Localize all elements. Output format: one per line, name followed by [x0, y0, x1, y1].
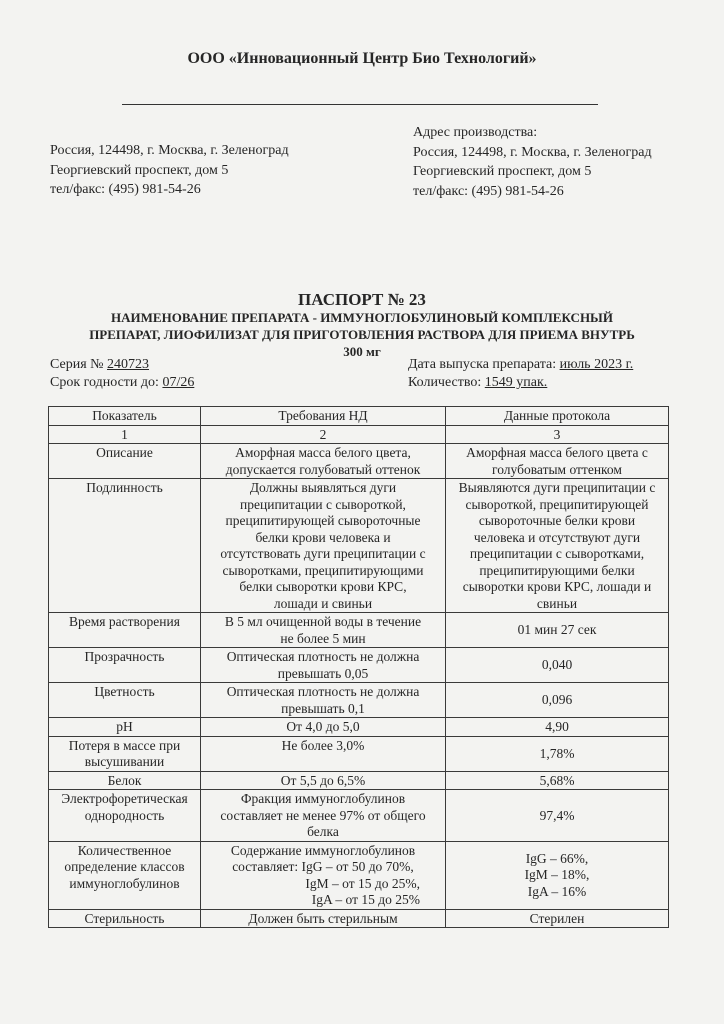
cell-line: Цветность — [94, 684, 155, 699]
result-cell — [446, 841, 669, 909]
passport-title: ПАСПОРТ № 23 — [298, 290, 426, 309]
cell-line: 01 мин 27 сек — [517, 622, 597, 638]
cell-line: Стерилен — [529, 910, 585, 926]
drug-dose: 300 мг — [343, 344, 381, 359]
requirement-cell — [201, 479, 446, 613]
cell-line: IgG – 66%, — [525, 850, 589, 866]
cell-line: Электрофоретическая — [61, 791, 188, 806]
table-row — [49, 648, 669, 683]
production-address-line: Георгиевский проспект, дом 5 — [413, 164, 592, 179]
column-number: 3 — [446, 425, 669, 444]
cell-line: Оптическая плотность не должна — [226, 684, 420, 699]
cell-line: преципитации с сыворотками, — [469, 546, 645, 561]
drug-name-line: ПРЕПАРАТ, ЛИОФИЛИЗАТ ДЛЯ ПРИГОТОВЛЕНИЯ РАСТВОРА ДЛЯ ПРИЕМА ВНУТРЬ — [89, 327, 635, 342]
cell-line: составляет не менее 97% от общего — [220, 807, 426, 823]
cell-line: не более 5 мин — [280, 630, 366, 646]
company-name: ООО «Инновационный Центр Био Технологий» — [187, 50, 537, 67]
cell-line: превышать 0,1 — [281, 700, 365, 716]
release-date-label: Дата выпуска препарата: — [408, 357, 560, 372]
table-row — [49, 683, 669, 718]
quantity-field — [408, 374, 633, 392]
column-header: Требования НД — [201, 407, 446, 426]
cell-line: сыворотками, преципитирующими — [222, 562, 424, 578]
table-row — [49, 444, 669, 479]
column-header: Показатель — [49, 407, 201, 426]
cell-line: От 5,5 до 6,5% — [280, 772, 366, 788]
table-number-row — [49, 425, 669, 444]
cell-line: IgA – от 15 до 25% — [311, 892, 420, 907]
production-address-phone: тел/факс: (495) 981-54-26 — [413, 183, 564, 199]
table-row — [49, 841, 669, 909]
cell-line: Стерильность — [84, 910, 165, 926]
cell-line: определение классов — [64, 859, 185, 874]
cell-line: От 4,0 до 5,0 — [286, 719, 360, 734]
cell-line: белки крови человека и — [255, 529, 391, 545]
cell-line: pH — [116, 719, 133, 734]
cell-line: 5,68% — [539, 772, 575, 788]
result-cell — [446, 771, 669, 790]
result-cell — [446, 613, 669, 648]
indicator-cell — [49, 444, 201, 479]
cell-line: Не более 3,0% — [281, 737, 365, 753]
legal-address-phone: тел/факс: (495) 981-54-26 — [50, 182, 201, 197]
cell-line: сывороточные белки крови — [478, 513, 636, 528]
cell-line: сыворотки крови КРС, лошади и — [462, 579, 652, 594]
quantity-value: 1549 упак. — [484, 375, 548, 390]
cell-line: лошади и свиньи — [273, 595, 373, 611]
indicator-cell — [49, 683, 201, 718]
legal-address — [50, 141, 289, 200]
cell-line: Фракция иммуноглобулинов — [240, 791, 406, 806]
cell-line: IgM – от 15 до 25%, — [305, 875, 420, 891]
cell-line: Прозрачность — [84, 649, 165, 664]
result-cell — [446, 444, 669, 479]
requirement-cell — [201, 736, 446, 771]
cell-line: Описание — [96, 445, 153, 460]
indicator-cell — [49, 841, 201, 909]
cell-line: сывороткой, преципитирующей — [465, 496, 649, 512]
series-field — [50, 356, 194, 374]
cell-line: свиньи — [536, 595, 578, 611]
expiry-value: 07/26 — [162, 375, 195, 390]
cell-line: человека и отсутствуют дуги — [473, 529, 641, 545]
production-address-label: Адрес производства: — [413, 125, 538, 140]
cell-line: Подлинность — [86, 480, 163, 495]
cell-line: 0,096 — [541, 692, 573, 708]
cell-line: составляет: IgG – от 50 до 70%, — [232, 859, 414, 874]
drug-name — [40, 309, 684, 360]
result-cell — [446, 718, 669, 737]
indicator-cell — [49, 771, 201, 790]
result-cell — [446, 683, 669, 718]
cell-line: Должны выявляться дуги — [249, 480, 397, 495]
result-cell — [446, 909, 669, 928]
cell-line: белки сыворотки крови КРС, — [239, 579, 407, 594]
release-date-field — [408, 356, 633, 374]
cell-line: Время растворения — [69, 614, 180, 629]
column-number: 1 — [49, 425, 201, 444]
result-cell — [446, 736, 669, 771]
cell-line: преципитации с сывороткой, — [240, 496, 406, 512]
cell-line: 97,4% — [539, 807, 575, 823]
cell-line: В 5 мл очищенной воды в течение — [224, 614, 422, 629]
legal-address-line: Георгиевский проспект, дом 5 — [50, 162, 229, 178]
table-row — [49, 613, 669, 648]
legal-address-line: Россия, 124498, г. Москва, г. Зеленоград — [50, 143, 289, 158]
cell-line: IgA – 16% — [527, 883, 587, 899]
batch-info-right — [408, 356, 633, 392]
cell-line: Белок — [107, 772, 142, 788]
quality-table — [48, 406, 669, 928]
cell-line: 4,90 — [545, 719, 569, 734]
table-row — [49, 909, 669, 928]
cell-line: превышать 0,05 — [277, 665, 369, 681]
result-cell — [446, 790, 669, 842]
drug-name-line: НАИМЕНОВАНИЕ ПРЕПАРАТА - ИММУНОГЛОБУЛИНОВЫЙ КОМПЛЕКСНЫЙ — [111, 310, 613, 325]
cell-line: Потеря в массе при — [68, 737, 181, 753]
series-value: 240723 — [107, 357, 150, 372]
indicator-cell — [49, 479, 201, 613]
cell-line: преципитирующими белки — [479, 562, 635, 578]
cell-line: 0,040 — [541, 657, 573, 673]
header-divider — [122, 104, 598, 105]
requirement-cell — [201, 444, 446, 479]
cell-line: белка — [307, 824, 339, 839]
column-header: Данные протокола — [446, 407, 669, 426]
cell-line: высушивании — [84, 754, 165, 769]
cell-line: Содержание иммуноглобулинов — [230, 842, 416, 858]
cell-line: отсутствовать дуги преципитации с — [220, 546, 426, 561]
table-row — [49, 718, 669, 737]
requirement-cell — [201, 771, 446, 790]
indicator-cell — [49, 718, 201, 737]
series-label: Серия № — [50, 357, 108, 372]
quantity-label: Количество: — [408, 375, 485, 390]
expiry-label: Срок годности до: — [50, 375, 163, 390]
cell-line: преципитирующей сывороточные — [225, 513, 421, 528]
cell-line: Аморфная масса белого цвета, — [235, 445, 411, 460]
cell-line: Оптическая плотность не должна — [226, 649, 420, 664]
release-date-value: июль 2023 г. — [559, 357, 634, 372]
table-header-row — [49, 407, 669, 426]
indicator-cell — [49, 909, 201, 928]
cell-line: допускается голубоватый оттенок — [225, 461, 421, 477]
result-cell — [446, 648, 669, 683]
cell-line: Должен быть стерильным — [248, 910, 398, 926]
requirement-cell — [201, 648, 446, 683]
production-address — [413, 123, 652, 201]
cell-line: Аморфная масса белого цвета с — [466, 445, 648, 460]
table-row — [49, 790, 669, 842]
table-row — [49, 479, 669, 613]
indicator-cell — [49, 790, 201, 842]
indicator-cell — [49, 648, 201, 683]
cell-line: 1,78% — [539, 745, 575, 761]
expiry-field — [50, 374, 194, 392]
table-row — [49, 771, 669, 790]
requirement-cell — [201, 909, 446, 928]
table-row — [49, 736, 669, 771]
requirement-cell — [201, 841, 446, 909]
cell-line: однородность — [84, 807, 165, 823]
requirement-cell — [201, 718, 446, 737]
cell-line: IgM – 18%, — [524, 867, 590, 883]
production-address-line: Россия, 124498, г. Москва, г. Зеленоград — [413, 144, 652, 160]
cell-line: голубоватым оттенком — [492, 461, 622, 477]
result-cell — [446, 479, 669, 613]
column-number: 2 — [201, 425, 446, 444]
requirement-cell — [201, 613, 446, 648]
cell-line: Количественное — [77, 842, 172, 858]
cell-line: иммуноглобулинов — [69, 875, 180, 891]
indicator-cell — [49, 613, 201, 648]
requirement-cell — [201, 790, 446, 842]
batch-info-left — [50, 356, 194, 392]
requirement-cell — [201, 683, 446, 718]
indicator-cell — [49, 736, 201, 771]
cell-line: Выявляются дуги преципитации с — [458, 480, 656, 495]
